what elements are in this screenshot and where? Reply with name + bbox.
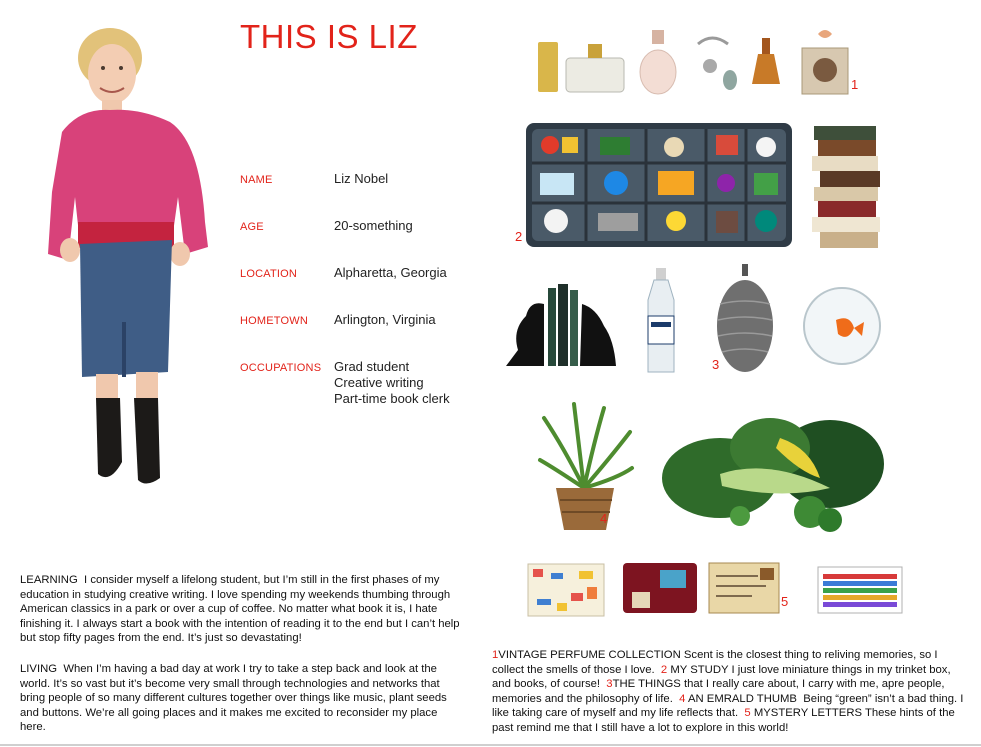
caption-1-heading: VINTAGE PERFUME COLLECTION [498,649,681,661]
portrait-photo [40,22,220,492]
caption-2-text: I just love miniature things in my trinket box, and books, of course! [492,663,951,690]
water-bottle-image [642,268,680,374]
name-value: Liz Nobel [334,171,389,186]
caption-4-heading: AN EMRALD THUMB [687,692,797,705]
marker-4: 4 [600,511,608,526]
location-label: LOCATION [240,268,298,280]
caption-4-number: 4 [679,692,686,705]
trinket-box-image [526,123,792,247]
learning-heading: LEARNING [20,574,78,586]
caption-3-text: that I really care about, I carry with me, apre people, memories and the philosophy of life. [492,678,945,705]
age-value: 20-something [334,218,413,233]
letter-1-image [527,563,605,617]
caption-1-number: 1 [492,649,499,661]
caption-5-number: 5 [744,707,751,719]
living-paragraph [20,662,466,735]
living-text: When I’m having a bad day at work I try to take a step back and look at the world. It’s so vast but it’s become very small through technologies and networks that bring people of so many different cultures together over things like music, plant seeds and buttons. We’re all going places and it makes me excited to reconsider my place here. [20,663,447,733]
learning-text: I consider myself a lifelong student, but I’m still in the first phases of my education in studying creative writing. I love spending my weekends thumbing through American classics in a park or over a cup of coffee. No matter what book it is, I hate finishing it. I always start a book with the intention of reading it to the end but I can’t help but stop fifty pages from the end. It’s just so devastating! [20,574,460,644]
egg-speaker-image [714,264,776,374]
age-label: AGE [240,221,264,233]
caption-1-text: Scent is the closest thing to reliving memories, so I collect the smells of those I love. [492,649,938,676]
potted-plant-image [534,398,636,532]
caption-4-text: Being “green” isn’t a bad thing. I like taking care of myself and my life reflects that. [492,692,964,719]
letter-3-image [708,562,780,614]
name-label: NAME [240,174,273,186]
caption-2-number: 2 [660,663,668,676]
perfume-collection-image [532,24,862,98]
bookends-image [504,280,620,370]
location-value: Alpharetta, Georgia [334,265,447,280]
occupations-label: OCCUPATIONS [240,362,322,374]
hometown-value: Arlington, Virginia [334,312,436,327]
marker-5: 5 [781,594,789,609]
caption-2-heading: MY STUDY [670,663,729,676]
living-heading: LIVING [20,663,58,675]
occupations-list [334,359,450,407]
hometown-label: HOMETOWN [240,315,309,327]
letter-2-image [622,562,698,614]
letter-4-image [817,566,903,614]
marker-2: 2 [515,229,523,244]
book-stack-image [808,124,886,252]
marker-3: 3 [712,357,720,372]
caption-5-heading: MYSTERY LETTERS [753,707,863,719]
captions-block [492,648,968,735]
caption-3-number: 3 [606,678,613,690]
vegetables-image [660,408,888,538]
bottom-divider [0,744,981,746]
caption-5-text: These hints of the past remind me that I still have a lot to explore in this world! [492,707,955,734]
occupation-item: Part-time book clerk [334,391,450,406]
page-title: THIS IS LIZ [240,18,418,55]
fishbowl-image [798,284,886,366]
occupation-item: Grad student [334,359,410,374]
occupation-item: Creative writing [334,375,424,390]
caption-3-heading: THE THINGS [612,678,681,690]
learning-paragraph [20,573,466,646]
marker-1: 1 [851,77,859,92]
